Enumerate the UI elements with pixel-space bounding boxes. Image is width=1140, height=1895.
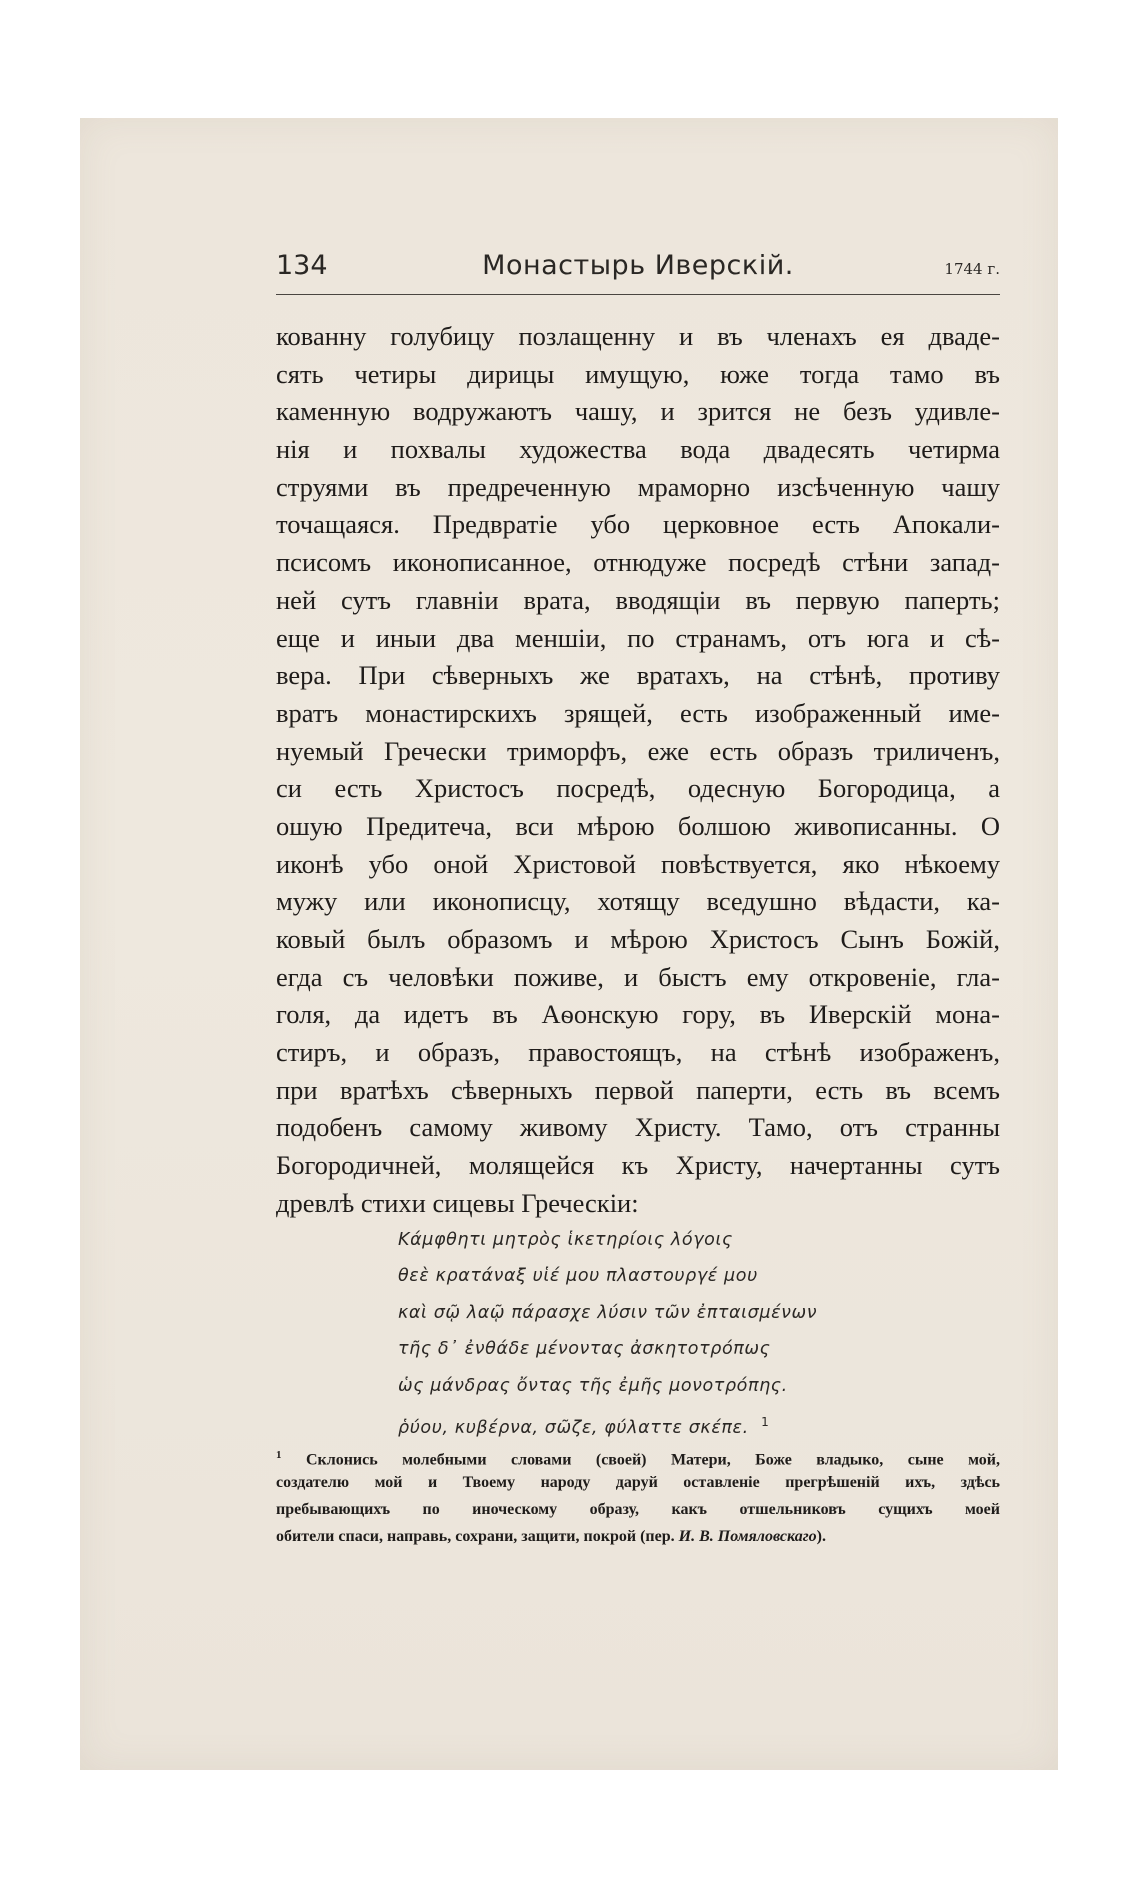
footnote-line: пребывающихъ по иноческому образу, какъ отшельниковъ сущихъ моей (276, 1501, 1000, 1518)
page-number: 134 (276, 250, 328, 281)
text-line: вера. При сѣверныхъ же вратахъ, на стѣнѣ, противу (276, 660, 1000, 691)
main-text (276, 318, 1000, 1223)
verse-line: ὡς μάνδρας ὄντας τῆς ἐμῆς μονοτρόπης. (398, 1375, 788, 1396)
text-line: стиръ, и образъ, правостоящъ, на стѣнѣ изображенъ, (276, 1037, 1000, 1068)
text-line: нуемый Гречески триморфъ, еже есть образъ триличенъ, (276, 735, 1000, 766)
text-line: подобенъ самому живому Христу. Тамо, отъ странны (276, 1112, 1000, 1143)
footnote-line-last (276, 1523, 1000, 1550)
text-line: нія и похвалы художества вода двадесять четирма (276, 434, 1000, 465)
footnote-mark: 1 (276, 1449, 282, 1461)
text-line: мужу или иконописцу, хотящу вседушно вѣдасти, ка- (276, 886, 1000, 917)
text-line: древлѣ стихи сицевы Греческіи: (276, 1187, 639, 1218)
verse-line: καὶ σῷ λαῷ πάρασχε λύσιν τῶν ἐπταισμένων (398, 1302, 818, 1323)
text-line: сять четиры дирицы имущую, юже тогда тамо въ (276, 358, 1000, 389)
footnote (276, 1442, 1000, 1550)
footnote-line: создателю мой и Твоему народу даруй оставленіе прегрѣшеній ихъ, здѣсь (276, 1474, 1000, 1491)
text-line: иконѣ убо оной Христовой повѣствуется, яко нѣкоему (276, 848, 1000, 879)
verse-line-last (398, 1404, 817, 1440)
text-line: при вратѣхъ сѣверныхъ первой паперти, есть въ всемъ (276, 1074, 1000, 1105)
text-line: струями въ предреченную мраморно изсѣченную чашу (276, 471, 1000, 502)
verse-line: τῆς δ᾽ ἐνθάδε μένοντας ἀσκητοτρόπως (398, 1339, 771, 1360)
text-line: голя, да идетъ въ Аѳонскую гору, въ Иверскій мона- (276, 999, 1000, 1030)
header-year: 1744 г. (944, 260, 1000, 278)
footnote-line-first (276, 1442, 1000, 1469)
verse-line: θεὲ κρατάναξ υἱέ μου πλαστουργέ μου (398, 1266, 758, 1287)
text-line: вратъ монастирскихъ зрящей, есть изображенный име- (276, 697, 1000, 728)
text-line: каменную водружаютъ чашу, и зрится не безъ удивле- (276, 396, 1000, 427)
footnote-text: Склонись молебными словами (своей) Матери, Боже владыко, сыне мой, (305, 1451, 1001, 1469)
footnote-reference[interactable]: 1 (761, 1414, 770, 1429)
text-line: псисомъ иконописанное, отнюдуже посредѣ стѣни запад- (276, 547, 1000, 578)
footnote-text: обители спаси, направь, сохрани, защити, покрой (пер. (276, 1528, 675, 1545)
text-line: еще и иныи два меншіи, по странамъ, отъ юга и сѣ- (276, 622, 1000, 653)
text-line: точащаяся. Предвратіе убо церковное есть Апокали- (276, 509, 1000, 540)
text-line: ошую Предитеча, вси мѣрою болшою живописанны. О (276, 810, 1000, 841)
text-line: си есть Христосъ посредѣ, одесную Богородица, а (276, 773, 1000, 804)
page-header (276, 248, 1000, 295)
text-line: Богородичней, молящейся къ Христу, начертанны сутъ (276, 1150, 1000, 1181)
verse-line: Κάμφθητι μητρὸς ἱκετηρίοις λόγοις (398, 1230, 733, 1250)
running-title: Монастырь Иверскій. (482, 250, 794, 281)
verse-line-text: ῥύου, κυβέρνα, σῶζε, φύλαττε σκέπε. (398, 1417, 749, 1438)
text-line: кованну голубицу позлащенну и въ членахъ ея двадe- (276, 321, 1000, 351)
text-line: ковый былъ образомъ и мѣрою Христосъ Сынъ Божій, (276, 924, 1000, 954)
translator-name: И. В. Помяловскаго (678, 1528, 817, 1545)
footnote-closing: ). (816, 1528, 826, 1545)
greek-verse (398, 1222, 817, 1440)
text-line: ней сутъ главніи врата, вводящіи въ первую паперть; (276, 584, 1000, 615)
text-line: егда съ человѣки поживе, и быстъ ему откровеніе, гла- (276, 961, 1000, 992)
